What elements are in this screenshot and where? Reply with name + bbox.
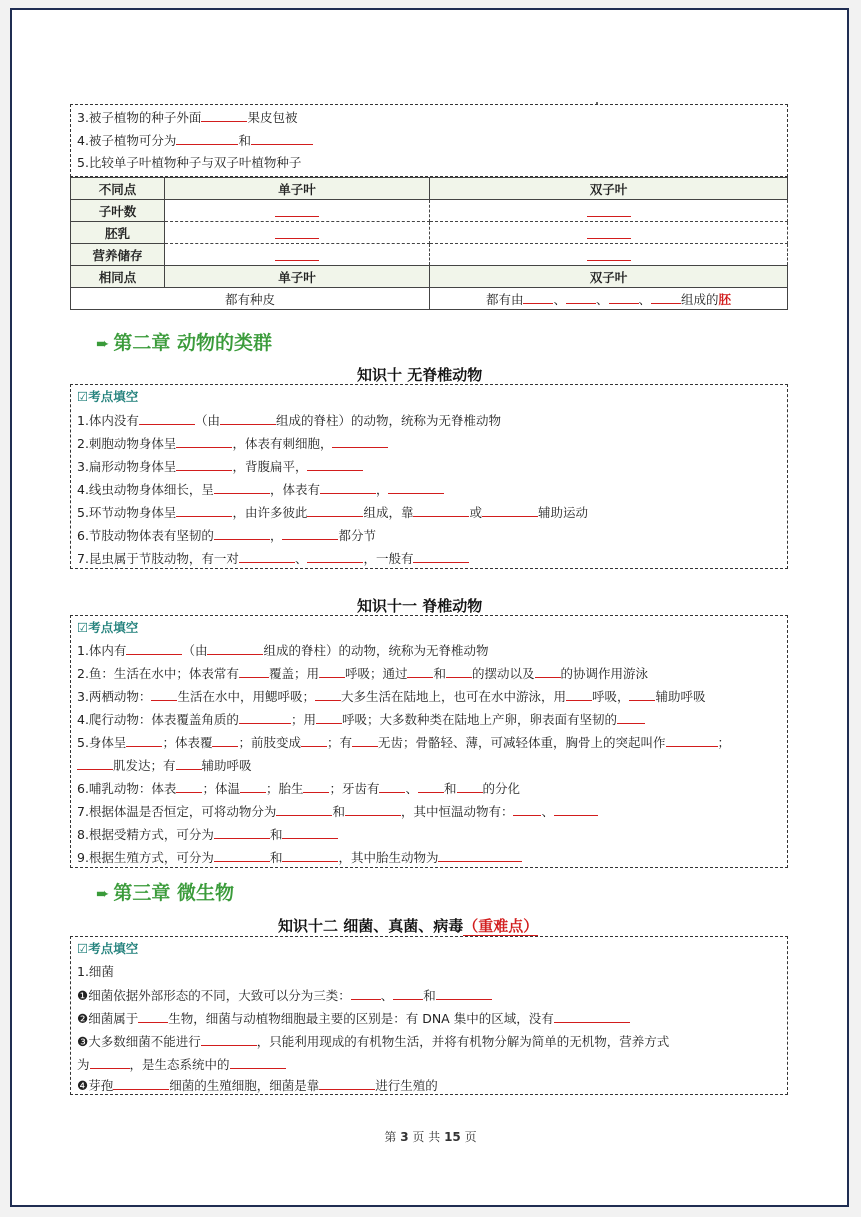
- blank[interactable]: [214, 481, 270, 494]
- blank[interactable]: [126, 734, 162, 747]
- blank[interactable]: [609, 291, 639, 304]
- blank[interactable]: [554, 1010, 630, 1023]
- k11-box: [70, 615, 788, 868]
- blank[interactable]: [139, 412, 195, 425]
- header-diff: 不同点: [71, 178, 165, 200]
- k10-title: 知识十 无脊椎动物: [357, 366, 483, 384]
- k12-line-2: ❷细菌属于 生物，细菌与动植物细胞最主要的区别是：有 DNA 集中的区域，没有: [77, 1010, 630, 1027]
- header-dicot-2: 双子叶: [430, 266, 788, 288]
- blank[interactable]: [523, 291, 553, 304]
- blank[interactable]: [307, 550, 363, 563]
- header-same: 相同点: [71, 266, 165, 288]
- k10-line-3: 3.扁形动物身体呈 ，背腹扁平，: [77, 458, 363, 475]
- k12-box: [70, 936, 788, 1095]
- blank[interactable]: [282, 826, 338, 839]
- k11-line-1: 1.体内有 （由 组成的脊柱）的动物，统称为无脊椎动物: [77, 643, 489, 658]
- blank[interactable]: [201, 109, 247, 122]
- blank[interactable]: [316, 711, 342, 724]
- k10-line-2: 2.刺胞动物身体呈 ，体表有刺细胞，: [77, 435, 388, 452]
- blank[interactable]: [214, 826, 270, 839]
- k12-tag: ☑考点填空: [77, 941, 139, 956]
- arrow-icon: ➨: [96, 884, 110, 903]
- seed-plant-box: [70, 104, 788, 177]
- blank[interactable]: [138, 1010, 168, 1023]
- row-label-cotyledon: 子叶数: [71, 200, 165, 222]
- blank[interactable]: [126, 642, 182, 655]
- k10-tag: ☑考点填空: [77, 389, 139, 404]
- k11-tag: ☑考点填空: [77, 620, 139, 635]
- k11-line-7: 7.根据体温是否恒定，可将动物分为 和 ，其中恒温动物有： 、: [77, 803, 598, 820]
- seed-line-3: 3.被子植物的种子外面 果皮包被: [77, 110, 298, 125]
- blank[interactable]: [587, 224, 631, 239]
- blank[interactable]: [176, 757, 202, 770]
- page-footer: 第 3 页 共 15 页: [384, 1130, 477, 1144]
- blank[interactable]: [332, 435, 388, 448]
- blank[interactable]: [307, 504, 363, 517]
- k12-title-emphasis: （重难点）: [463, 917, 539, 935]
- k11-line-3: 3.两栖动物： 生活在水中，用鳃呼吸； 大多生活在陆地上，也可在水中游泳，用 呼吸， 辅助呼吸: [77, 689, 706, 704]
- page-total: 15: [444, 1130, 461, 1144]
- blank[interactable]: [240, 780, 266, 793]
- k10-box: [70, 384, 788, 569]
- page-number: 3: [400, 1130, 409, 1144]
- blank[interactable]: [629, 688, 655, 701]
- blank[interactable]: [446, 665, 472, 678]
- k12-line-4: ❹芽孢 细菌的生殖细胞，细菌是靠 进行生殖的: [77, 1078, 438, 1093]
- blank[interactable]: [176, 458, 232, 471]
- blank[interactable]: [482, 504, 538, 517]
- k11-line-8: 8.根据受精方式，可分为 和: [77, 826, 338, 843]
- blank[interactable]: [151, 688, 177, 701]
- header-monocot-2: 单子叶: [165, 266, 430, 288]
- blank[interactable]: [214, 527, 270, 540]
- blank[interactable]: [207, 642, 263, 655]
- blank[interactable]: [666, 734, 718, 747]
- seed-line-4: 4.被子植物可分为 和: [77, 132, 313, 149]
- blank[interactable]: [436, 987, 492, 1000]
- blank[interactable]: [351, 987, 381, 1000]
- k11-line-4: 4.爬行动物：体表覆盖角质的 ；用 呼吸；大多数种类在陆地上产卵，卵表面有坚韧的: [77, 711, 645, 728]
- blank[interactable]: [276, 803, 332, 816]
- row-label-endosperm: 胚乳: [71, 222, 165, 244]
- blank[interactable]: [319, 665, 345, 678]
- blank[interactable]: [275, 246, 319, 261]
- blank[interactable]: [176, 435, 232, 448]
- blank[interactable]: [513, 803, 541, 816]
- blank[interactable]: [393, 987, 423, 1000]
- blank[interactable]: [438, 849, 522, 862]
- k11-line-9: 9.根据生殖方式，可分为 和 ，其中胎生动物为: [77, 849, 522, 866]
- blank[interactable]: [352, 734, 378, 747]
- blank[interactable]: [379, 780, 405, 793]
- blank[interactable]: [457, 780, 483, 793]
- blank[interactable]: [301, 734, 327, 747]
- blank[interactable]: [239, 711, 291, 724]
- blank[interactable]: [176, 780, 202, 793]
- blank[interactable]: [176, 132, 238, 145]
- seed-line-5: 5.比较单子叶植物种子与双子叶植物种子: [77, 155, 302, 170]
- k10-line-6: 6.节肢动物体表有坚韧的 ， 都分节: [77, 528, 376, 543]
- blank[interactable]: [566, 688, 592, 701]
- blank[interactable]: [554, 803, 598, 816]
- k12-line-0: 1.细菌: [77, 964, 114, 979]
- k10-line-4: 4.线虫动物身体细长，呈 ，体表有 ，: [77, 481, 444, 498]
- blank[interactable]: [307, 458, 363, 471]
- k12-line-3: ❸大多数细菌不能进行 ，只能利用现成的有机物生活，并将有机物分解为简单的无机物，营养方式: [77, 1034, 670, 1049]
- k11-line-2: 2.鱼：生活在水中；体表常有 覆盖；用 呼吸；通过 和 的摆动以及 的协调作用游泳: [77, 666, 649, 681]
- blank[interactable]: [388, 481, 444, 494]
- seed-comparison-table: [70, 177, 788, 310]
- blank[interactable]: [176, 504, 232, 517]
- k10-line-5: 5.环节动物身体呈 ，由许多彼此 组成，靠 或 辅助运动: [77, 505, 588, 520]
- k12-title: 知识十二 细菌、真菌、病毒（重难点）: [278, 917, 539, 935]
- k11-line-5b: 肌发达；有 辅助呼吸: [77, 757, 252, 774]
- k11-line-5: 5.身体呈 ；体表覆 ；前肢变成 ；有 无齿；骨骼轻、薄，可减轻体重，胸骨上的突起叫作 ；: [77, 735, 731, 750]
- blank[interactable]: [413, 504, 469, 517]
- header-monocot: 单子叶: [165, 178, 430, 200]
- blank[interactable]: [413, 550, 469, 563]
- blank[interactable]: [587, 246, 631, 261]
- blank[interactable]: [617, 711, 645, 724]
- blank[interactable]: [77, 757, 113, 770]
- blank[interactable]: [212, 734, 238, 747]
- common-seed-coat: 都有种皮: [71, 288, 430, 310]
- blank[interactable]: [275, 224, 319, 239]
- blank[interactable]: [303, 780, 329, 793]
- blank[interactable]: [214, 849, 270, 862]
- blank[interactable]: [345, 803, 401, 816]
- blank[interactable]: [251, 132, 313, 145]
- blank[interactable]: [220, 412, 276, 425]
- blank[interactable]: [535, 665, 561, 678]
- blank[interactable]: [230, 1056, 286, 1069]
- blank[interactable]: [282, 527, 338, 540]
- k12-line-1: ❶细菌依据外部形态的不同，大致可以分为三类： 、 和: [77, 987, 492, 1004]
- row-label-storage: 营养储存: [71, 244, 165, 266]
- blank[interactable]: [407, 665, 433, 678]
- chapter-3-heading: ➨ 第三章 微生物: [96, 882, 235, 904]
- header-dicot: 双子叶: [430, 178, 788, 200]
- blank[interactable]: [239, 665, 269, 678]
- blank[interactable]: [566, 291, 596, 304]
- k11-title: 知识十一 脊椎动物: [357, 597, 483, 615]
- k10-line-7: 7.昆虫属于节肢动物，有一对 、 ，一般有: [77, 550, 469, 567]
- blank[interactable]: [275, 202, 319, 217]
- blank[interactable]: [201, 1033, 257, 1046]
- blank[interactable]: [587, 202, 631, 217]
- k11-line-6: 6.哺乳动物：体表 ；体温 ；胎生 ；牙齿有 、 和 的分化: [77, 781, 521, 796]
- k10-line-1: 1.体内没有 （由 组成的脊柱）的动物，统称为无脊椎动物: [77, 413, 501, 428]
- blank[interactable]: [282, 849, 338, 862]
- blank[interactable]: [239, 550, 295, 563]
- blank[interactable]: [319, 1077, 375, 1090]
- chapter-2-heading: ➨ 第二章 动物的类群: [96, 332, 273, 354]
- blank[interactable]: [90, 1056, 130, 1069]
- arrow-icon: ➨: [96, 334, 110, 353]
- blank[interactable]: [315, 688, 341, 701]
- blank[interactable]: [113, 1077, 169, 1090]
- blank[interactable]: [418, 780, 444, 793]
- common-embryo: 都有由 、 、 、 组成的胚: [430, 288, 788, 310]
- blank[interactable]: [651, 291, 681, 304]
- blank[interactable]: [320, 481, 376, 494]
- k12-line-3b: 为 ，是生态系统中的: [77, 1056, 286, 1073]
